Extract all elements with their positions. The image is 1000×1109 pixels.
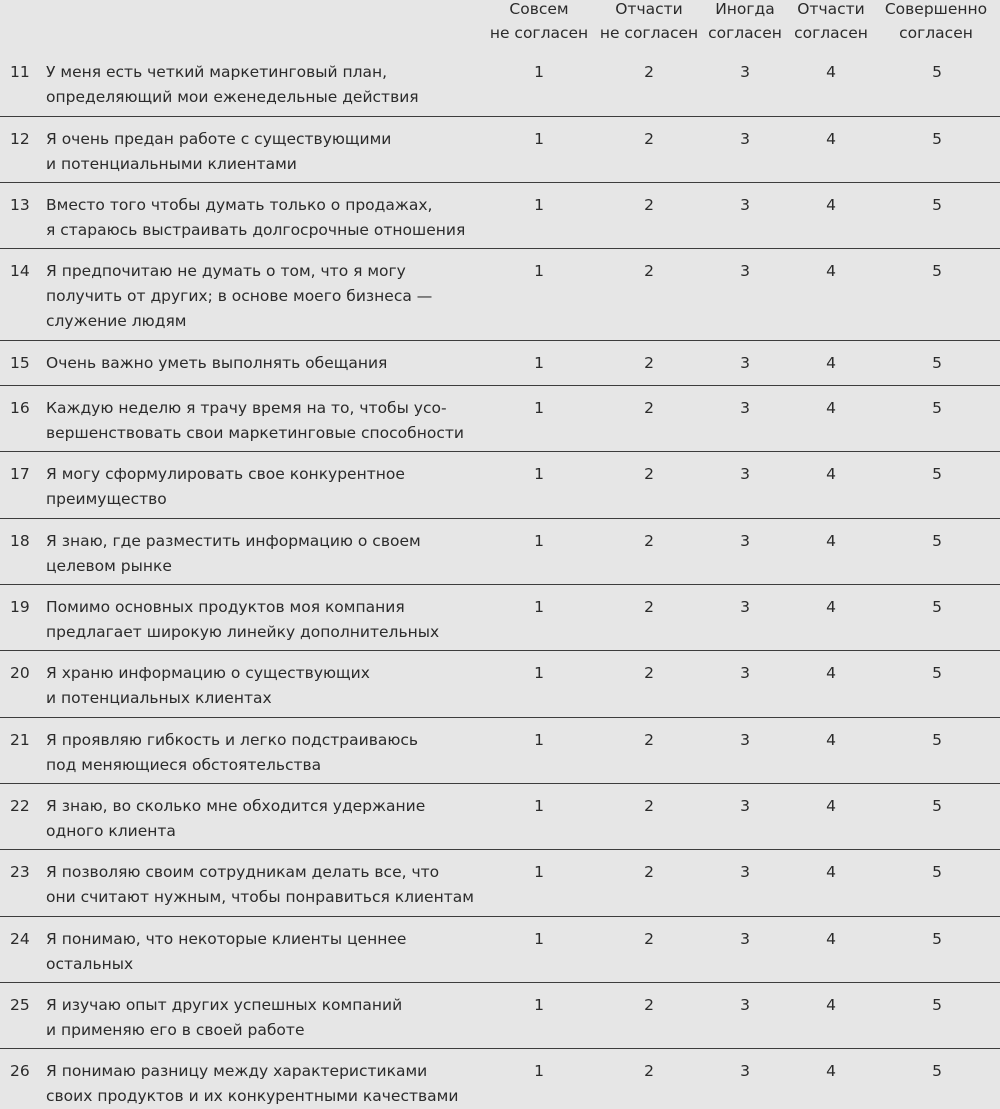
rating-option-2[interactable]: 2 <box>644 731 654 749</box>
rating-option-4[interactable]: 4 <box>826 399 836 417</box>
statement-line: Я изучаю опыт других успешных компаний <box>46 996 403 1014</box>
rating-option-4[interactable]: 4 <box>826 532 836 550</box>
table-row <box>0 983 1000 1049</box>
rating-option-1[interactable]: 1 <box>534 863 544 881</box>
column-header-partly-agree <box>788 0 874 45</box>
column-header-line: Отчасти <box>797 0 865 18</box>
statement-line: преимущество <box>46 490 167 508</box>
table-row <box>0 850 1000 917</box>
rating-option-4[interactable]: 4 <box>826 1062 836 1080</box>
rating-option-1[interactable]: 1 <box>534 996 544 1014</box>
statement-line: предлагает широкую линейку дополнительных <box>46 623 440 641</box>
column-header-line: согласен <box>899 24 973 42</box>
column-header-line: Иногда <box>715 0 775 18</box>
statement-text <box>46 529 491 579</box>
column-header-partly-disagree <box>590 0 708 45</box>
column-header-line: не согласен <box>489 24 589 42</box>
rating-option-3[interactable]: 3 <box>740 262 750 280</box>
statement-line: и потенциальными клиентами <box>46 155 297 173</box>
rating-option-1[interactable]: 1 <box>534 262 544 280</box>
rating-option-2[interactable]: 2 <box>644 863 654 881</box>
table-row <box>0 341 1000 386</box>
rating-option-2[interactable]: 2 <box>644 465 654 483</box>
rating-option-5[interactable]: 5 <box>932 196 942 214</box>
item-number: 16 <box>10 399 30 417</box>
rating-option-2[interactable]: 2 <box>644 63 654 81</box>
column-header-line: согласен <box>708 24 782 42</box>
rating-option-2[interactable]: 2 <box>644 797 654 815</box>
statement-line: Я храню информацию о существующих <box>46 664 370 682</box>
statement-text <box>46 927 491 977</box>
rating-option-5[interactable]: 5 <box>932 63 942 81</box>
rating-option-5[interactable]: 5 <box>932 465 942 483</box>
statement-line: Я знаю, во сколько мне обходится удержание <box>46 797 426 815</box>
statement-line: я стараюсь выстраивать долгосрочные отношения <box>46 221 466 239</box>
column-header-line: Отчасти <box>615 0 683 18</box>
table-row <box>0 386 1000 452</box>
column-header-line: Совершенно <box>884 0 988 18</box>
rating-option-1[interactable]: 1 <box>534 1062 544 1080</box>
statement-line: они считают нужным, чтобы понравиться клиентам <box>46 888 474 906</box>
rating-option-5[interactable]: 5 <box>932 532 942 550</box>
statement-line: вершенствовать свои маркетинговые способности <box>46 424 464 442</box>
item-number: 14 <box>10 262 30 280</box>
rating-option-2[interactable]: 2 <box>644 130 654 148</box>
statement-line: своих продуктов и их конкурентными качествами <box>46 1087 459 1105</box>
item-number: 23 <box>10 863 30 881</box>
statement-line: Я понимаю, что некоторые клиенты ценнее <box>46 930 407 948</box>
rating-option-4[interactable]: 4 <box>826 354 836 372</box>
statement-text <box>46 259 491 334</box>
rating-option-5[interactable]: 5 <box>932 399 942 417</box>
rating-option-1[interactable]: 1 <box>534 731 544 749</box>
item-number: 25 <box>10 996 30 1014</box>
rating-option-3[interactable]: 3 <box>740 465 750 483</box>
rating-option-2[interactable]: 2 <box>644 354 654 372</box>
statement-text <box>46 193 491 243</box>
statement-text <box>46 794 491 844</box>
item-number: 12 <box>10 130 30 148</box>
item-number: 11 <box>10 63 30 81</box>
statement-line: Я понимаю разницу между характеристиками <box>46 1062 428 1080</box>
item-number: 13 <box>10 196 30 214</box>
rating-option-5[interactable]: 5 <box>932 930 942 948</box>
rating-option-2[interactable]: 2 <box>644 996 654 1014</box>
column-header-sometimes-agree <box>703 0 787 45</box>
rating-option-1[interactable]: 1 <box>534 196 544 214</box>
column-header-line: не согласен <box>599 24 699 42</box>
rating-option-1[interactable]: 1 <box>534 465 544 483</box>
rating-option-4[interactable]: 4 <box>826 465 836 483</box>
rating-option-2[interactable]: 2 <box>644 262 654 280</box>
statement-text <box>46 993 491 1043</box>
table-row <box>0 1049 1000 1109</box>
rating-option-4[interactable]: 4 <box>826 996 836 1014</box>
table-row <box>0 784 1000 850</box>
rating-option-1[interactable]: 1 <box>534 130 544 148</box>
statement-line: остальных <box>46 955 134 973</box>
statement-line: Я могу сформулировать свое конкурентное <box>46 465 405 483</box>
rating-option-4[interactable]: 4 <box>826 130 836 148</box>
statement-text <box>46 462 491 512</box>
statement-line: Вместо того чтобы думать только о продажах, <box>46 196 433 214</box>
rating-option-4[interactable]: 4 <box>826 930 836 948</box>
rating-option-5[interactable]: 5 <box>932 354 942 372</box>
statement-text <box>46 661 491 711</box>
statement-line: Каждую неделю я трачу время на то, чтобы усо- <box>46 399 447 417</box>
rating-option-1[interactable]: 1 <box>534 354 544 372</box>
statement-line: и применяю его в своей работе <box>46 1021 305 1039</box>
statement-line: определяющий мои еженедельные действия <box>46 88 419 106</box>
rating-option-4[interactable]: 4 <box>826 731 836 749</box>
rating-option-5[interactable]: 5 <box>932 863 942 881</box>
column-header-line: согласен <box>794 24 868 42</box>
statement-line: и потенциальных клиентах <box>46 689 272 707</box>
rating-option-1[interactable]: 1 <box>534 532 544 550</box>
rating-option-4[interactable]: 4 <box>826 863 836 881</box>
table-row <box>0 50 1000 117</box>
rating-option-3[interactable]: 3 <box>740 996 750 1014</box>
rating-option-4[interactable]: 4 <box>826 598 836 616</box>
rating-option-3[interactable]: 3 <box>740 196 750 214</box>
item-number: 24 <box>10 930 30 948</box>
rating-option-3[interactable]: 3 <box>740 598 750 616</box>
table-row <box>0 651 1000 718</box>
rating-option-2[interactable]: 2 <box>644 598 654 616</box>
rating-option-5[interactable]: 5 <box>932 598 942 616</box>
rating-option-3[interactable]: 3 <box>740 354 750 372</box>
statement-text <box>46 396 491 446</box>
statement-line: У меня есть четкий маркетинговый план, <box>46 63 388 81</box>
rating-option-4[interactable]: 4 <box>826 196 836 214</box>
statement-text <box>46 127 491 177</box>
rating-option-3[interactable]: 3 <box>740 863 750 881</box>
statement-line: под меняющиеся обстоятельства <box>46 756 322 774</box>
rating-option-4[interactable]: 4 <box>826 664 836 682</box>
rating-option-1[interactable]: 1 <box>534 399 544 417</box>
rating-option-5[interactable]: 5 <box>932 130 942 148</box>
rating-option-3[interactable]: 3 <box>740 399 750 417</box>
rating-option-2[interactable]: 2 <box>644 664 654 682</box>
statement-text <box>46 728 491 778</box>
item-number: 18 <box>10 532 30 550</box>
rating-option-3[interactable]: 3 <box>740 63 750 81</box>
item-number: 17 <box>10 465 30 483</box>
item-number: 19 <box>10 598 30 616</box>
rating-option-4[interactable]: 4 <box>826 63 836 81</box>
rating-option-3[interactable]: 3 <box>740 797 750 815</box>
column-header-line: Совсем <box>509 0 569 18</box>
table-row <box>0 452 1000 519</box>
item-number: 22 <box>10 797 30 815</box>
statement-line: служение людям <box>46 312 187 330</box>
statement-text <box>46 351 491 376</box>
rating-option-4[interactable]: 4 <box>826 797 836 815</box>
item-number: 26 <box>10 1062 30 1080</box>
statement-text <box>46 1059 491 1109</box>
table-row <box>0 718 1000 784</box>
rating-option-1[interactable]: 1 <box>534 797 544 815</box>
statement-line: целевом рынке <box>46 557 172 575</box>
rating-option-1[interactable]: 1 <box>534 930 544 948</box>
table-row <box>0 249 1000 341</box>
rating-option-5[interactable]: 5 <box>932 996 942 1014</box>
rating-option-5[interactable]: 5 <box>932 262 942 280</box>
item-number: 20 <box>10 664 30 682</box>
rating-option-3[interactable]: 3 <box>740 532 750 550</box>
rating-option-2[interactable]: 2 <box>644 399 654 417</box>
statement-line: Очень важно уметь выполнять обещания <box>46 354 388 372</box>
rating-option-3[interactable]: 3 <box>740 1062 750 1080</box>
rating-option-3[interactable]: 3 <box>740 731 750 749</box>
statement-text <box>46 595 491 645</box>
statement-line: получить от других; в основе моего бизнеса — <box>46 287 433 305</box>
column-header-strongly-agree <box>868 0 1000 45</box>
table-row <box>0 519 1000 585</box>
column-header-strongly-disagree <box>478 0 600 45</box>
item-number: 15 <box>10 354 30 372</box>
rating-option-1[interactable]: 1 <box>534 598 544 616</box>
rating-option-2[interactable]: 2 <box>644 1062 654 1080</box>
rating-option-3[interactable]: 3 <box>740 664 750 682</box>
rating-option-2[interactable]: 2 <box>644 930 654 948</box>
statement-text <box>46 60 491 110</box>
rating-option-1[interactable]: 1 <box>534 664 544 682</box>
rating-option-2[interactable]: 2 <box>644 532 654 550</box>
rating-option-1[interactable]: 1 <box>534 63 544 81</box>
rating-option-5[interactable]: 5 <box>932 664 942 682</box>
rating-option-5[interactable]: 5 <box>932 731 942 749</box>
statement-line: Я очень предан работе с существующими <box>46 130 392 148</box>
table-row <box>0 117 1000 183</box>
rating-option-5[interactable]: 5 <box>932 797 942 815</box>
statement-line: Я предпочитаю не думать о том, что я могу <box>46 262 406 280</box>
rating-option-3[interactable]: 3 <box>740 930 750 948</box>
statement-line: Помимо основных продуктов моя компания <box>46 598 405 616</box>
statement-line: Я позволяю своим сотрудникам делать все, что <box>46 863 440 881</box>
rating-option-5[interactable]: 5 <box>932 1062 942 1080</box>
rating-option-2[interactable]: 2 <box>644 196 654 214</box>
statement-line: одного клиента <box>46 822 176 840</box>
table-row <box>0 183 1000 249</box>
table-row <box>0 917 1000 983</box>
statement-text <box>46 860 491 910</box>
table-row <box>0 585 1000 651</box>
table-header <box>0 0 1000 50</box>
statement-line: Я проявляю гибкость и легко подстраиваюсь <box>46 731 419 749</box>
item-number: 21 <box>10 731 30 749</box>
rating-option-3[interactable]: 3 <box>740 130 750 148</box>
statement-line: Я знаю, где разместить информацию о своем <box>46 532 421 550</box>
rating-option-4[interactable]: 4 <box>826 262 836 280</box>
